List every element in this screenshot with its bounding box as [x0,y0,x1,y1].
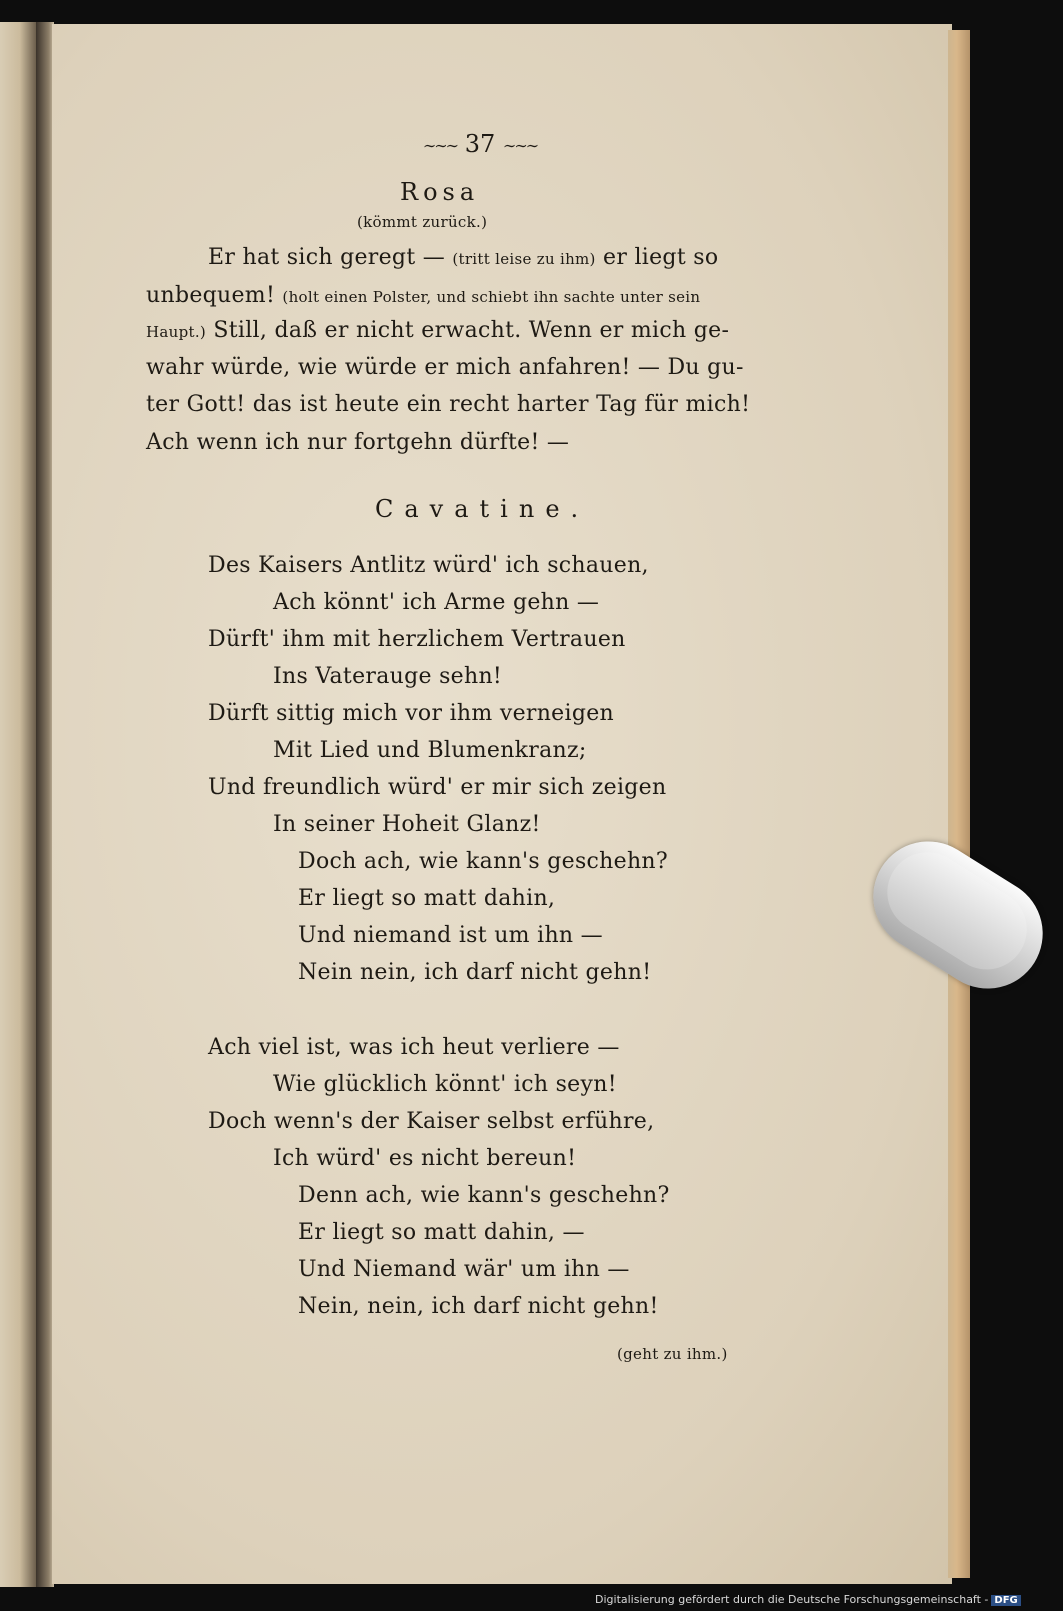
speech-line: wahr würde, wie würde er mich anfahren! — Du gu- [146,355,744,380]
verse-line: Dürft' ihm mit herzlichem Vertrauen [208,627,626,652]
verse-line: Und Niemand wär' um ihn — [298,1257,630,1282]
page-number [390,130,570,158]
speech-text: unbequem! [146,283,276,308]
exit-direction: (geht zu ihm.) [617,1345,728,1363]
left-ornament: ∼∼∼ [422,136,458,155]
speaker-name: Rosa [400,178,480,206]
speech-line [208,245,718,270]
stage-direction: (kömmt zurück.) [357,213,488,231]
verse-line: Des Kaisers Antlitz würd' ich schauen, [208,553,649,578]
digitization-credit [595,1593,1021,1606]
stage-direction-inline: (holt einen Polster, und schiebt ihn sachte unter sein [282,288,701,306]
verse-line: Mit Lied und Blumenkranz; [273,738,587,763]
speech-text: Still, daß er nicht erwacht. Wenn er mich ge- [213,318,730,343]
stage-direction-inline: Haupt.) [146,323,207,341]
verse-line: Und niemand ist um ihn — [298,923,603,948]
verse-line: In seiner Hoheit Glanz! [273,812,541,837]
verse-line: Er liegt so matt dahin, — [298,1220,585,1245]
speech-text: er liegt so [603,245,719,270]
verse-line: Ach könnt' ich Arme gehn — [273,590,600,615]
verse-line: Wie glücklich könnt' ich seyn! [273,1072,617,1097]
verse-line: Und freundlich würd' er mir sich zeigen [208,775,667,800]
verse-line: Nein nein, ich darf nicht gehn! [298,960,652,985]
speech-line [146,318,729,343]
credit-text: Digitalisierung gefördert durch die Deutsche Forschungsgemeinschaft - [595,1593,989,1606]
section-heading: Cavatine. [375,495,590,523]
verse-line: Nein, nein, ich darf nicht gehn! [298,1294,659,1319]
verse-line: Ich würd' es nicht bereun! [273,1146,577,1171]
speech-text: Er hat sich geregt — [208,245,446,270]
verse-line: Dürft sittig mich vor ihm verneigen [208,701,615,726]
page-number-text: 37 [464,130,496,158]
speech-line [146,283,700,308]
verse-line: Ins Vaterauge sehn! [273,664,503,689]
verse-line: Er liegt so matt dahin, [298,886,556,911]
right-ornament: ∼∼∼ [502,136,538,155]
speech-line: ter Gott! das ist heute ein recht harter Tag für mich! [146,392,751,417]
verse-line: Doch ach, wie kann's geschehn? [298,849,668,874]
verse-line: Doch wenn's der Kaiser selbst erführe, [208,1109,655,1134]
stage-direction-inline: (tritt leise zu ihm) [452,250,596,268]
speech-line: Ach wenn ich nur fortgehn dürfte! — [146,430,570,455]
dfg-logo: DFG [991,1595,1020,1606]
verse-line: Ach viel ist, was ich heut verliere — [208,1035,620,1060]
verse-line: Denn ach, wie kann's geschehn? [298,1183,670,1208]
